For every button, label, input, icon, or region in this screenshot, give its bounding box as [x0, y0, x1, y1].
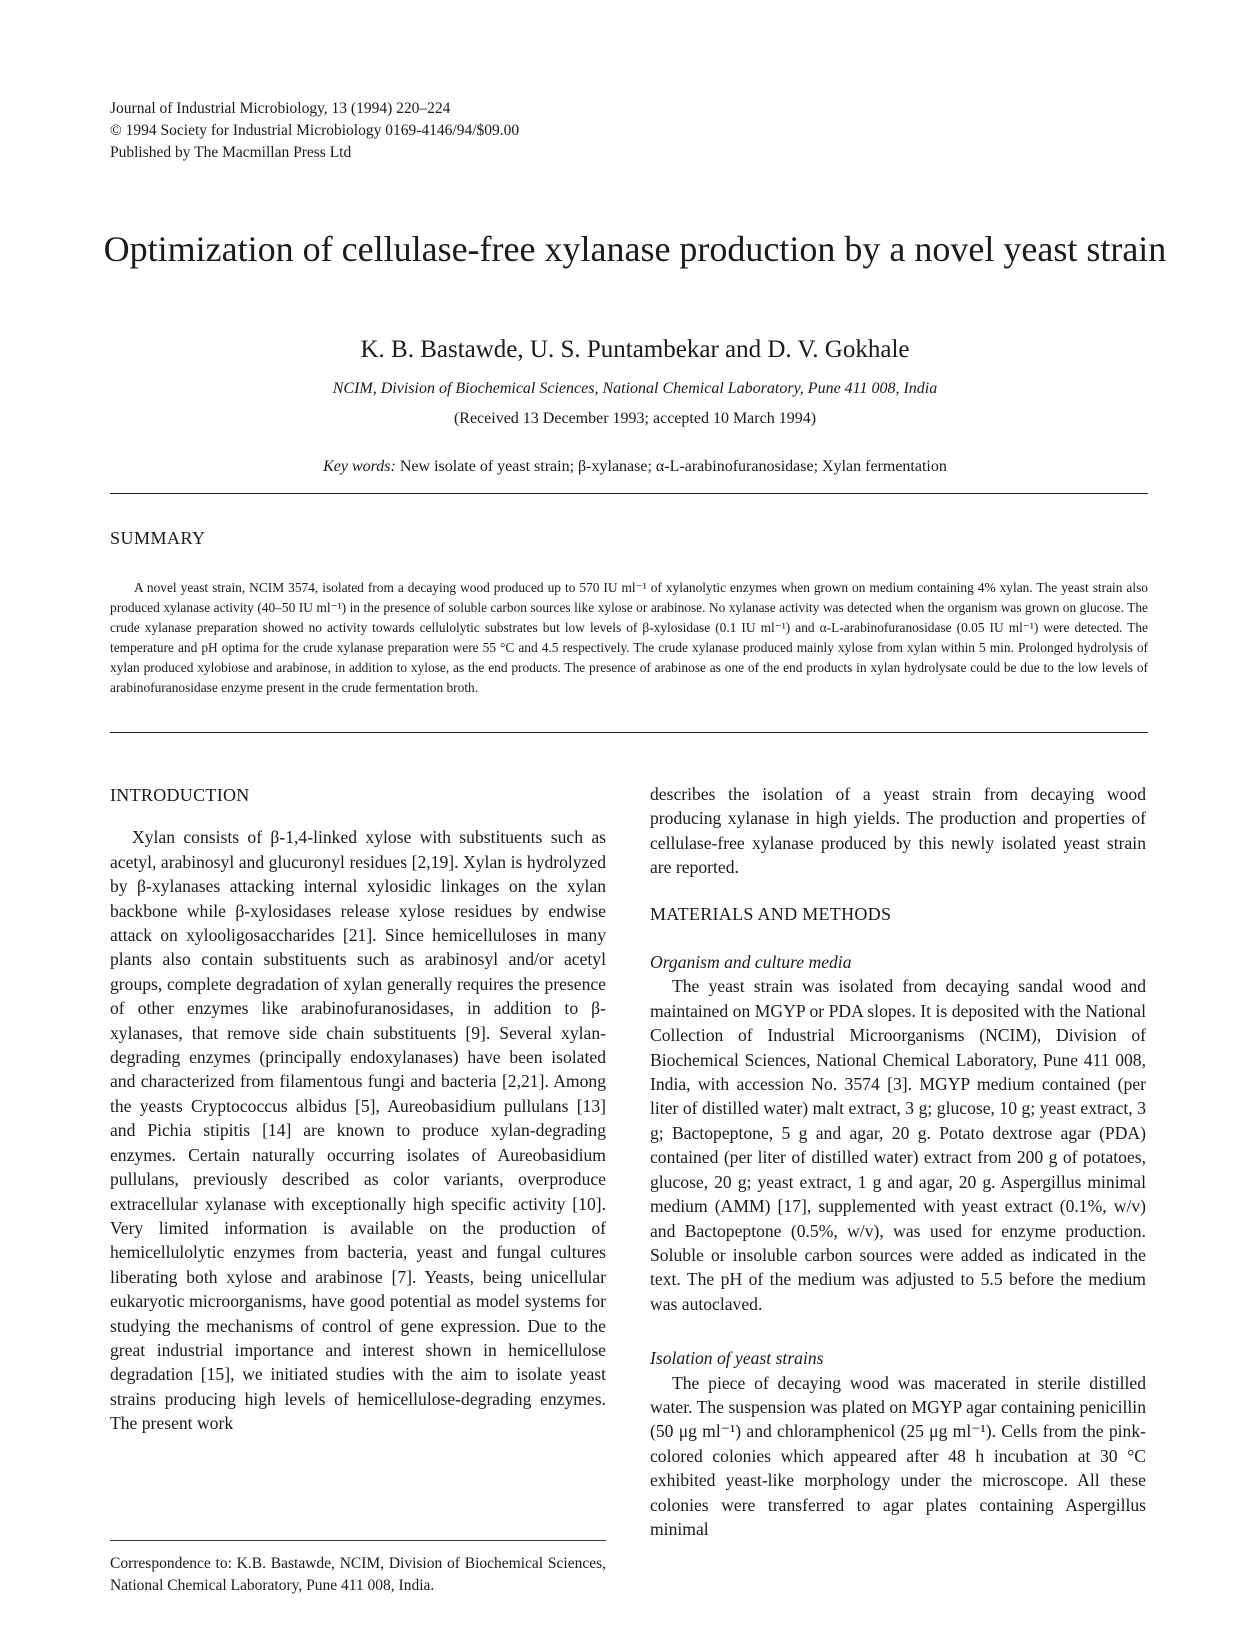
introduction-heading: INTRODUCTION — [110, 785, 250, 805]
publisher-line: Published by The Macmillan Press Ltd — [110, 144, 352, 161]
subsection-isolation-heading: Isolation of yeast strains — [650, 1348, 824, 1369]
divider-bottom — [110, 732, 1148, 733]
copyright-line: © 1994 Society for Industrial Microbiology 0169-4146/94/$09.00 — [110, 122, 520, 139]
journal-header — [110, 98, 519, 164]
author-list: K. B. Bastawde, U. S. Puntambekar and D. V. Gokhale — [360, 336, 910, 363]
correspondence-footnote: Correspondence to: K.B. Bastawde, NCIM, Division of Biochemical Sciences, National Chemical Laboratory, Pune 411 008, India. — [110, 1555, 606, 1594]
received-dates: (Received 13 December 1993; accepted 10 March 1994) — [453, 410, 817, 427]
left-column — [110, 783, 606, 1436]
summary-text: A novel yeast strain, NCIM 3574, isolated from a decaying wood produced up to 570 IU ml⁻¹ of xylanolytic enzymes when grown on medium containing 4% xylan. The yeast strain also produced xylanase activity (40–50 IU ml⁻¹) in the presence of soluble carbon sources like xylose or arabinose. No xylanase activity was detected when the organism was grown on glucose. The crude xylanase preparation showed no activity towards cellulolytic substrates but low levels of β-xylosidase (0.1 IU ml⁻¹) and α-L-arabinofuranosidase (0.05 IU ml⁻¹) were detected. The temperature and pH optima for the crude xylanase preparation were 55 °C and 4.5 respectively. The crude xylanase produced mainly xylose from xylan within 5 min. Prolonged hydrolysis of xylan produced xylobiose and arabinose, in addition to xylose, as the end products. The presence of arabinose as one of the end products in xylan hydrolysate could be due to the low levels of arabinofuranosidase enzyme present in the crude fermentation broth. — [110, 580, 1148, 695]
keywords-label: Key words: — [323, 458, 396, 475]
affiliation: NCIM, Division of Biochemical Sciences, National Chemical Laboratory, Pune 411 008, India — [332, 380, 938, 397]
summary-heading: SUMMARY — [110, 528, 206, 548]
keywords — [90, 458, 1180, 476]
isolation-paragraph: The piece of decaying wood was macerated in sterile distilled water. The suspension was plated on MGYP agar containing penicillin (50 μg ml⁻¹) and chloramphenicol (25 μg ml⁻¹). Cells from the pink-colored colonies which appeared after 48 h incubation at 30 °C exhibited yeast-like morphology under the microscope. All these colonies were transferred to agar plates containing Aspergillus minimal — [650, 1372, 1146, 1539]
keywords-text: New isolate of yeast strain; β-xylanase; α-L-arabinofuranosidase; Xylan fermentation — [399, 458, 947, 475]
introduction-continuation: describes the isolation of a yeast strain from decaying wood producing xylanase in high yields. The production and properties of cellulase-free xylanase produced by this newly isolated yeast strain are reported. — [650, 784, 1146, 878]
subsection-organism-heading: Organism and culture media — [650, 952, 852, 973]
right-column — [650, 782, 1146, 1541]
divider-top — [110, 493, 1148, 494]
article-title: Optimization of cellulase-free xylanase production by a novel yeast strain — [103, 229, 1167, 269]
methods-heading: MATERIALS AND METHODS — [650, 903, 892, 924]
journal-citation: Journal of Industrial Microbiology, 13 (1994) 220–224 — [110, 100, 451, 117]
organism-paragraph: The yeast strain was isolated from decaying sandal wood and maintained on MGYP or PDA slopes. It is deposited with the National Collection of Industrial Microorganisms (NCIM), Division of Biochemical Sciences, National Chemical Laboratory, Pune 411 008, India, with accession No. 3574 [3]. MGYP medium contained (per liter of distilled water) malt extract, 3 g; glucose, 10 g; yeast extract, 3 g; Bactopeptone, 5 g and agar, 20 g. Potato dextrose agar (PDA) contained (per liter of distilled water) extract from 200 g of potatoes, glucose, 20 g; yeast extract, 1 g and agar, 20 g. Aspergillus minimal medium (AMM) [17], supplemented with yeast extract (0.1%, w/v) and Bactopeptone (0.5%, w/v), was used for enzyme production. Soluble or insoluble carbon sources were added as indicated in the text. The pH of the medium was adjusted to 5.5 before the medium was autoclaved. — [650, 976, 1146, 1314]
footnote-divider — [110, 1540, 606, 1541]
introduction-paragraph: Xylan consists of β-1,4-linked xylose with substituents such as acetyl, arabinosyl and glucuronyl residues [2,19]. Xylan is hydrolyzed by β-xylanases attacking internal xylosidic linkages on the xylan backbone while β-xylosidases release xylose residues by endwise attack on xylooligosaccharides [21]. Since hemicelluloses in many plants also contain substituents such as arabinosyl and/or acetyl groups, complete degradation of xylan generally requires the presence of other enzymes like arabinofuranosidases, in addition to β-xylanases, that remove side chain substituents [9]. Several xylan-degrading enzymes (principally endoxylanases) have been isolated and characterized from filamentous fungi and bacteria [2,21]. Among the yeasts Cryptococcus albidus [5], Aureobasidium pullulans [13] and Pichia stipitis [14] are known to produce xylan-degrading enzymes. Certain naturally occurring isolates of Aureobasidium pullulans, previously described as color variants, overproduce extracellular xylanase with exceptionally high specific activity [10]. Very limited information is available on the production of hemicellulolytic enzymes from bacteria, yeast and fungal cultures liberating both xylose and arabinose [7]. Yeasts, being unicellular eukaryotic microorganisms, have good potential as model systems for studying the mechanisms of control of gene expression. Due to the great industrial importance and interest shown in hemicellulose degradation [15], we initiated studies with the aim to isolate yeast strains producing high levels of hemicellulose-degrading enzymes. The present work — [110, 827, 606, 1434]
